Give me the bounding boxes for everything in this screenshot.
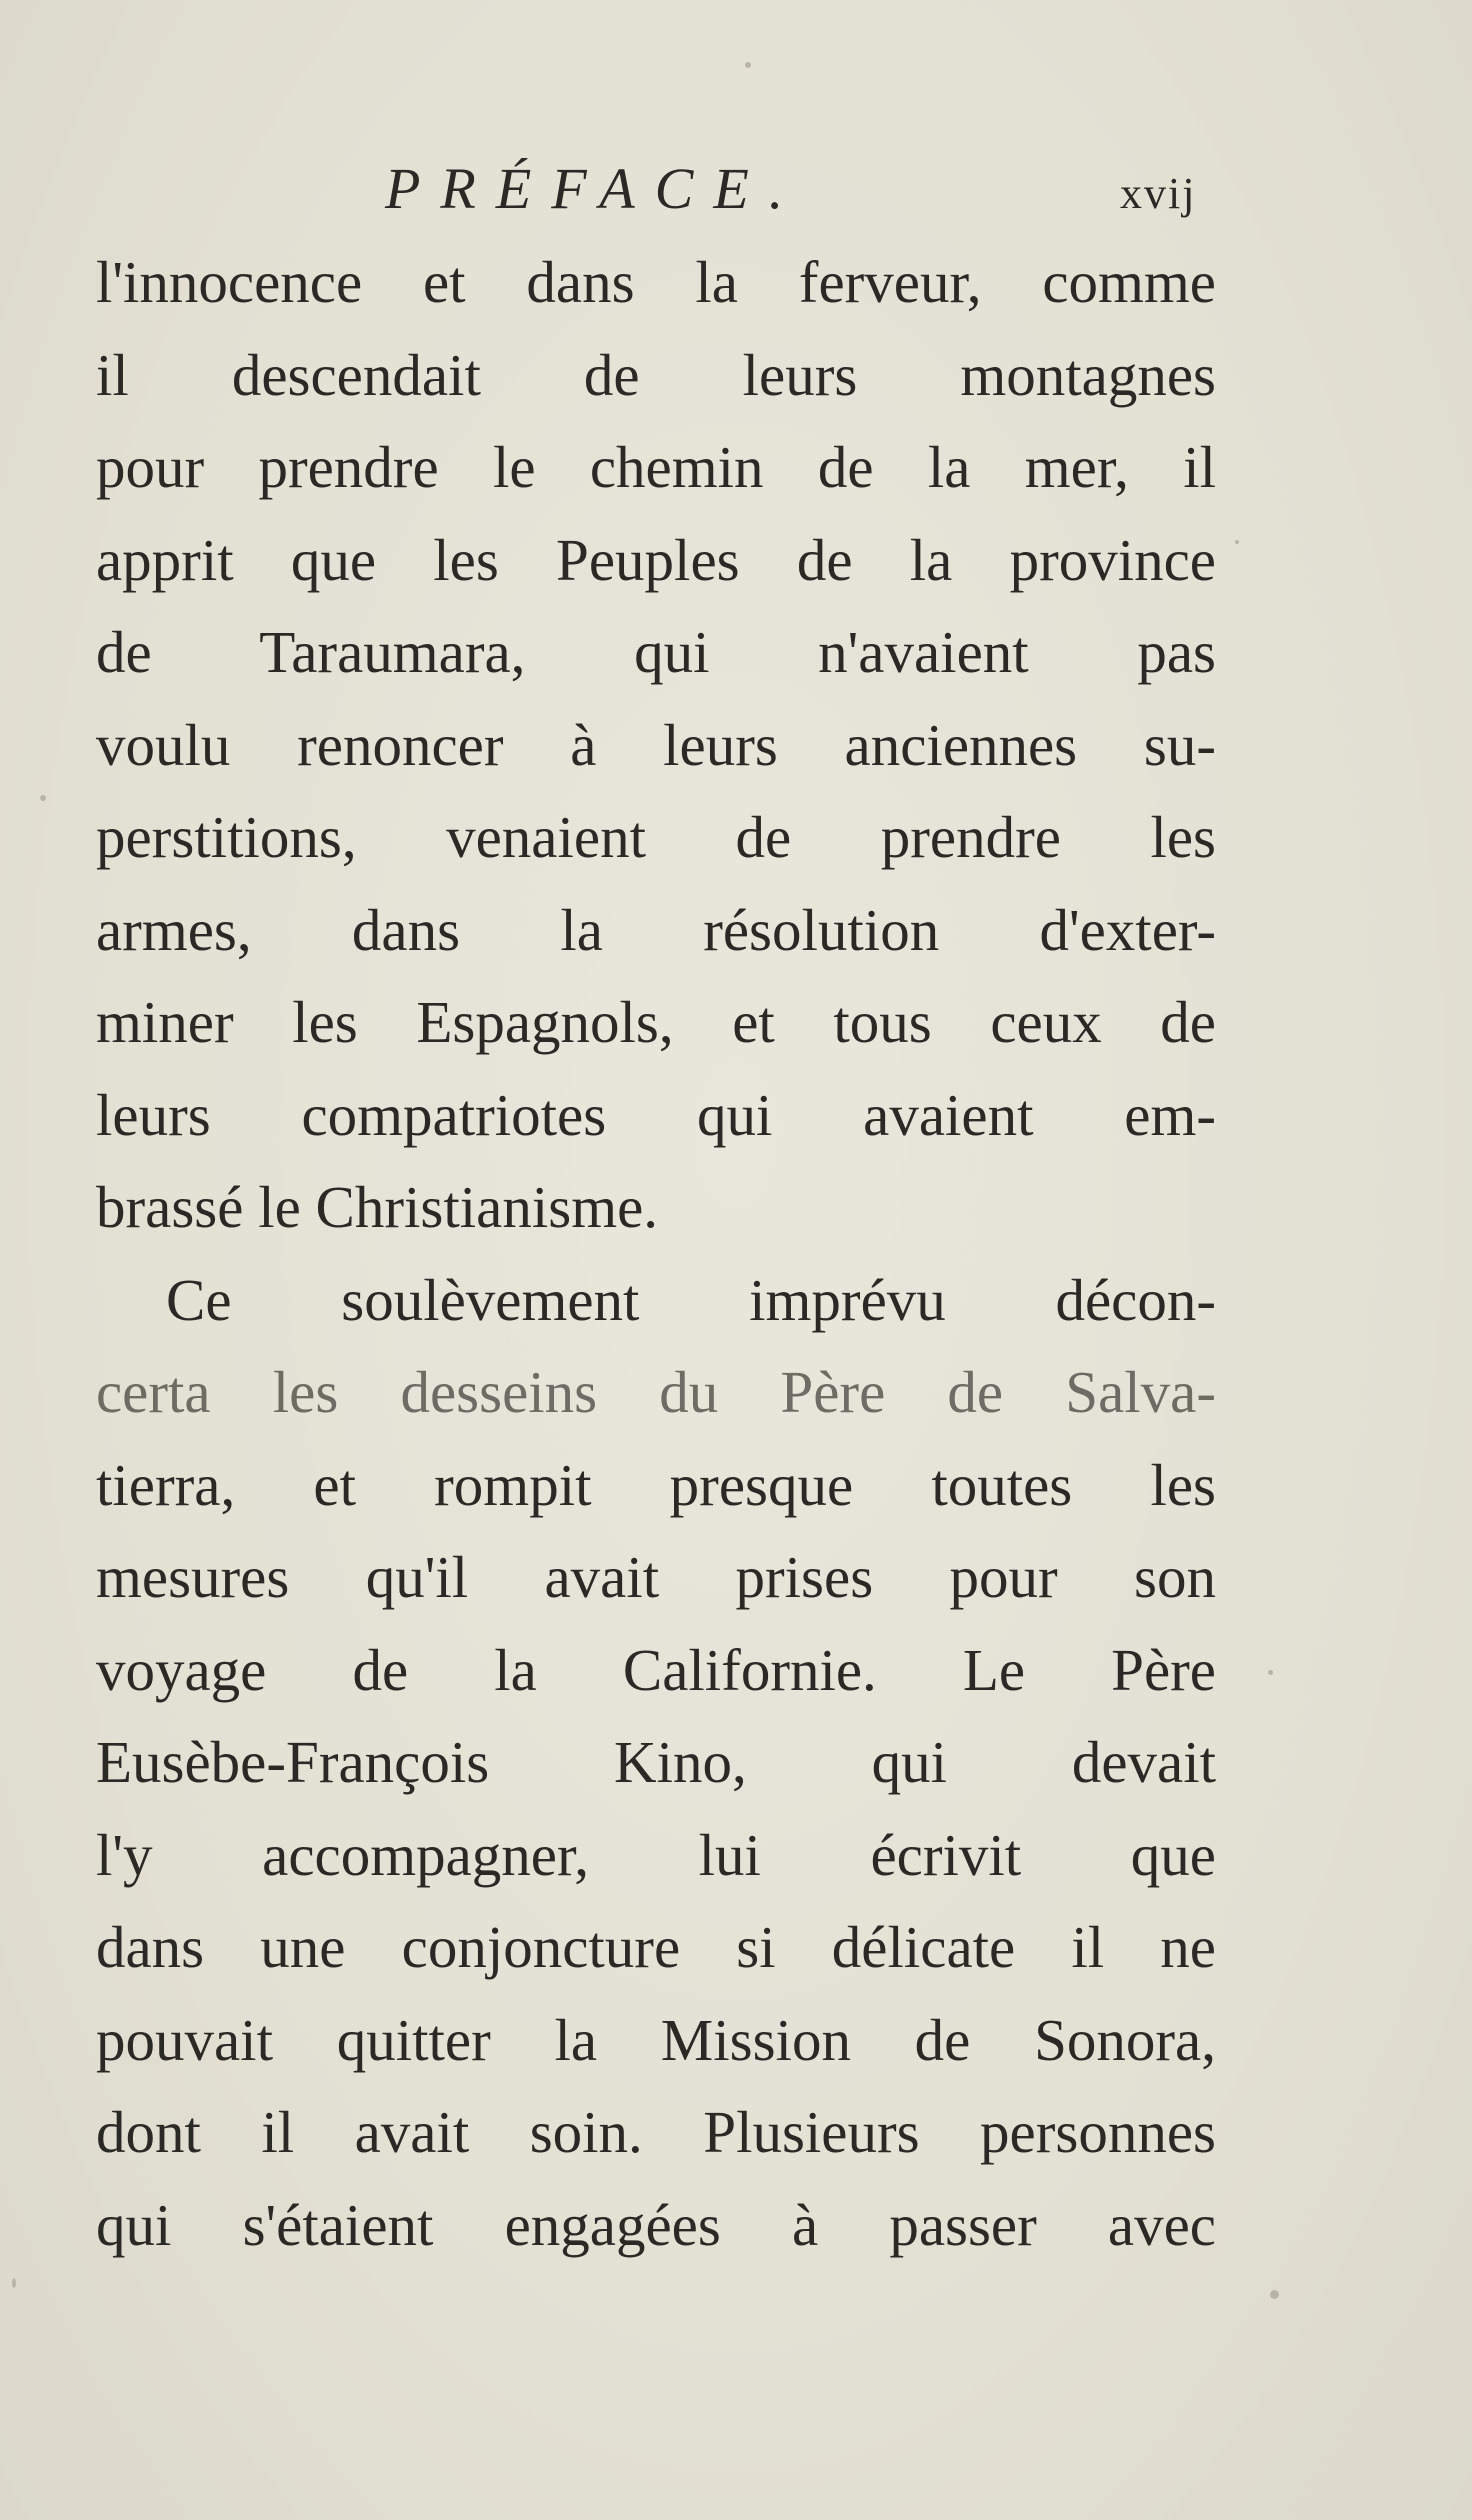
paper-speck <box>40 795 46 801</box>
text-line: leurs compatriotes qui avaient em- <box>96 1081 1216 1148</box>
text-line: perstitions, venaient de prendre les <box>96 804 1216 870</box>
text-line: dont il avait soin. Plusieurs personnes <box>96 2099 1216 2165</box>
paragraph-start-line: Ce soulèvement imprévu décon- <box>166 1266 1216 1333</box>
text-line: mesures qu'il avait prises pour son <box>96 1544 1216 1610</box>
text-line: de Taraumara, qui n'avaient pas <box>96 619 1216 685</box>
text-line: armes, dans la résolution d'exter- <box>96 896 1216 963</box>
page-header <box>0 150 1472 230</box>
paper-speck <box>1268 1670 1273 1675</box>
text-line: miner les Espagnols, et tous ceux de <box>96 989 1216 1055</box>
text-line: tierra, et rompit presque toutes les <box>96 1451 1216 1518</box>
text-line: il descendait de leurs montagnes <box>96 341 1216 408</box>
text-line: Eusèbe-François Kino, qui devait <box>96 1729 1216 1795</box>
body-text <box>96 236 1216 2271</box>
paper-speck <box>745 62 751 68</box>
text-line: pour prendre le chemin de la mer, il <box>96 434 1216 500</box>
text-line: certa les desseins du Père de Salva- <box>96 1359 1216 1425</box>
paper-speck <box>12 2278 16 2288</box>
page-number: xvij <box>1120 169 1197 218</box>
text-line: voulu renoncer à leurs anciennes su- <box>96 711 1216 778</box>
text-line: dans une conjoncture si délicate il ne <box>96 1914 1216 1980</box>
text-line: qui s'étaient engagées à passer avec <box>96 2191 1216 2258</box>
paragraph-end-line: brassé le Christianisme. <box>96 1174 659 1240</box>
paper-speck <box>1235 540 1239 544</box>
paper-speck <box>1270 2290 1279 2299</box>
text-line: voyage de la Californie. Le Père <box>96 1636 1216 1703</box>
text-line: l'innocence et dans la ferveur, comme <box>96 249 1216 315</box>
text-line: apprit que les Peuples de la province <box>96 526 1216 593</box>
running-title: PRÉFACE. <box>385 156 804 221</box>
text-line: l'y accompagner, lui écrivit que <box>96 1821 1216 1888</box>
text-line: pouvait quitter la Mission de Sonora, <box>96 2006 1216 2073</box>
